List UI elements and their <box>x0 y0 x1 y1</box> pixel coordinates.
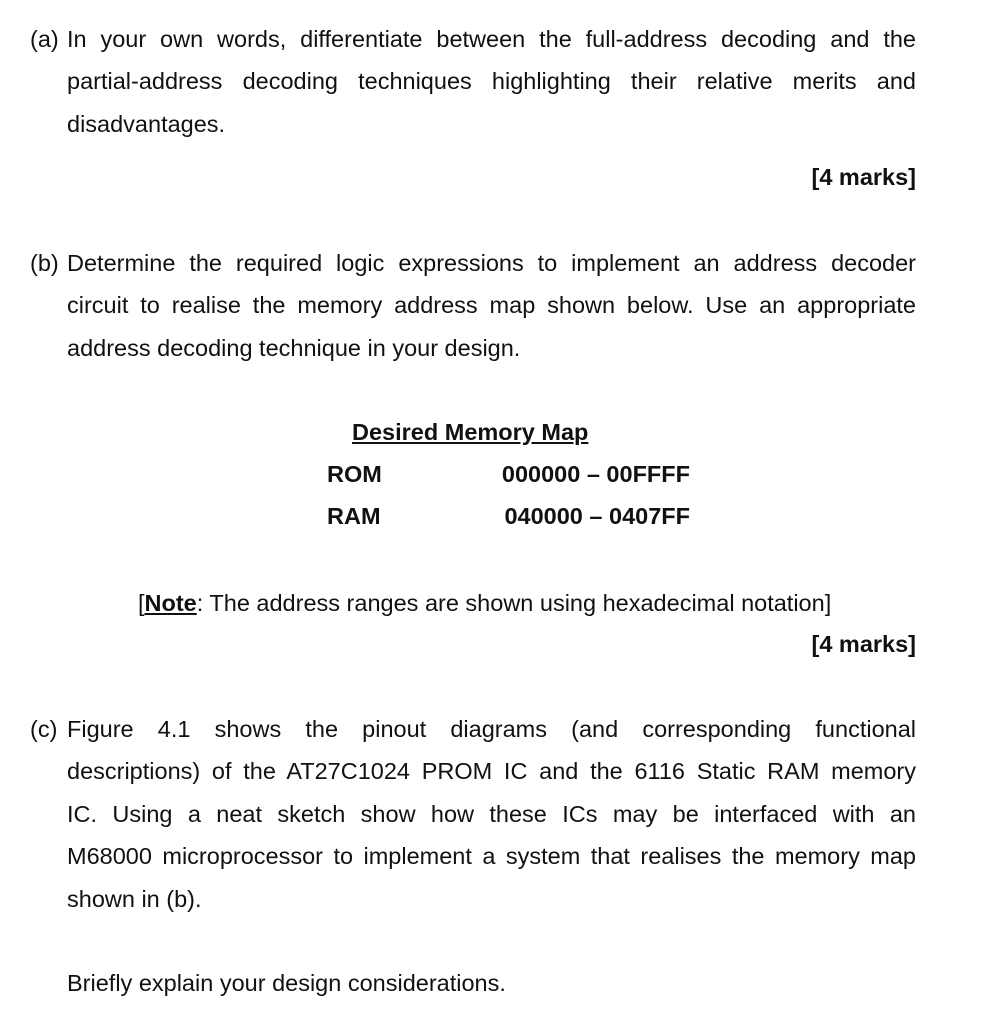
part-c-line-2: descriptions) of the AT27C1024 PROM IC and the 6116 Static RAM memory <box>67 758 916 784</box>
part-a-line-2: partial-address decoding techniques highlighting their relative merits and <box>67 68 916 94</box>
note-text: : The address ranges are shown using hexadecimal notation] <box>196 590 832 616</box>
part-a-line-3: disadvantages. <box>67 111 226 137</box>
part-b-marks: [4 marks] <box>811 631 916 657</box>
memory-map-ram-range: 040000 – 0407FF <box>504 503 690 529</box>
part-c-line-3: IC. Using a neat sketch show how these ICs may be interfaced with an <box>67 801 916 827</box>
part-c-line-4: M68000 microprocessor to implement a system that realises the memory map <box>67 843 916 869</box>
part-c-footer: Briefly explain your design considerations. <box>67 970 506 996</box>
part-b-line-1: Determine the required logic expressions to implement an address decoder <box>67 250 916 276</box>
memory-map-rom-range: 000000 – 00FFFF <box>501 461 690 487</box>
part-a-marks: [4 marks] <box>811 164 916 190</box>
part-c-label: (c) <box>30 716 58 742</box>
memory-map-rom-name: ROM <box>327 461 382 487</box>
part-c-line-5: shown in (b). <box>67 886 202 912</box>
part-b-line-3: address decoding technique in your design. <box>67 335 521 361</box>
part-a-line-1: In your own words, differentiate between the full-address decoding and the <box>67 26 916 52</box>
part-a-label: (a) <box>30 26 59 52</box>
memory-map-title: Desired Memory Map <box>352 419 589 445</box>
part-b-label: (b) <box>30 250 59 276</box>
memory-map-ram-name: RAM <box>327 503 381 529</box>
note-label: Note <box>144 590 197 616</box>
note-open-bracket: [ <box>138 590 145 616</box>
note <box>138 589 831 617</box>
part-c-line-1: Figure 4.1 shows the pinout diagrams (and corresponding functional <box>67 716 916 742</box>
part-b-line-2: circuit to realise the memory address map shown below. Use an appropriate <box>67 292 916 318</box>
